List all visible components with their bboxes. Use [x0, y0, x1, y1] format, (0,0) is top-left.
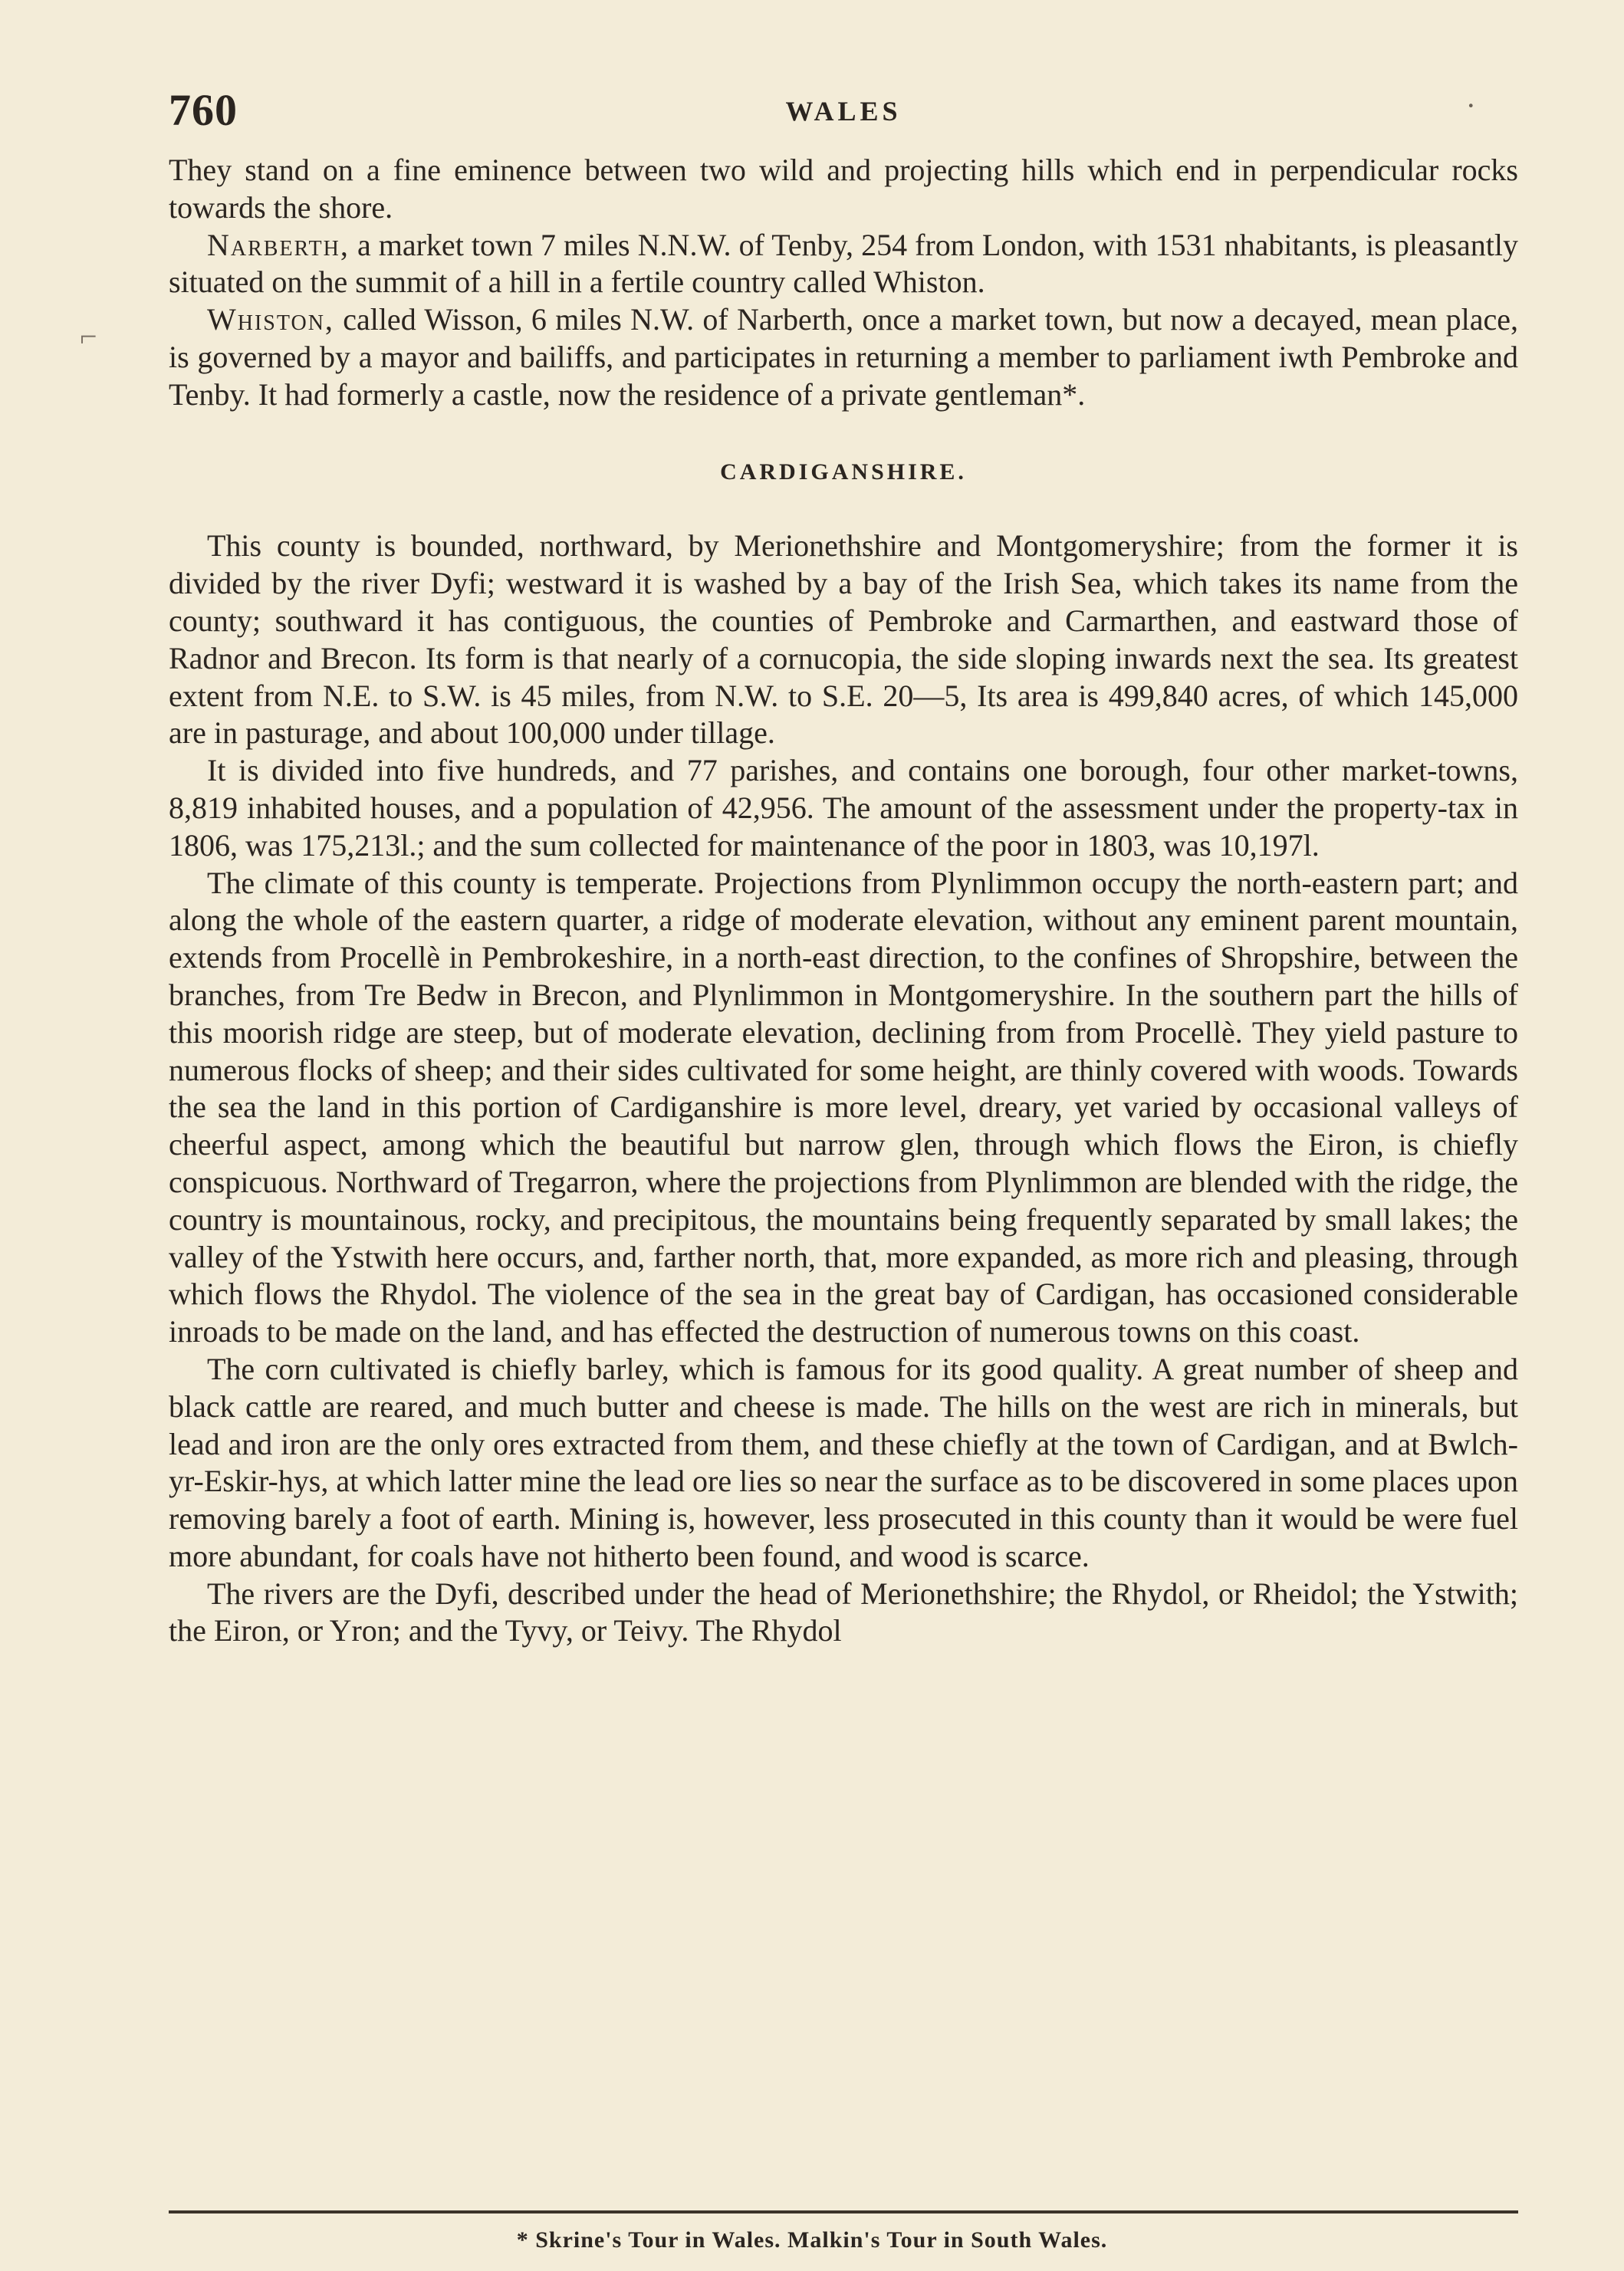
paragraph-agriculture: The corn cultivated is chiefly barley, which is famous for its good quality. A great number of sheep and black cattle are reared, and much butter and cheese is made. The hills on the west are rich in minerals, but lead and iron are the only ores extracted from them, and these chiefly at the town of Cardigan, and at Bwlch-yr-Eskir-hys, at which latter mine the lead ore lies so near the surface as to be discovered in some places upon removing barely a foot of earth. Mining is, however, less prosecuted in this county than it would be were fuel more abundant, for coals have not hitherto been found, and wood is scarce. [169, 1351, 1518, 1573]
header-mark: · [1465, 88, 1476, 123]
paragraph-rivers: The rivers are the Dyfi, described under the head of Merionethshire; the Rhydol, or Rheidol; the Ystwith; the Eiron, or Yron; and the Tyvy, or Teivy. The Rhydol [169, 1576, 1518, 1648]
footnote-rule [169, 2210, 1518, 2213]
entry-name-whiston: Whiston, [207, 302, 334, 337]
paragraph-whiston [169, 301, 1518, 413]
paragraph-1: They stand on a fine eminence between two wild and projecting hills which end in perpendicular rocks towards the shore. [169, 153, 1518, 225]
page-header [169, 84, 1518, 138]
page-number: 760 [169, 85, 238, 135]
entry-name-narberth: Narberth, [207, 227, 350, 262]
paragraph-divisions: It is divided into five hundreds, and 77 parishes, and contains one borough, four other market-towns, 8,819 inhabited houses, and a population of 42,956. The amount of the assessment under the property-tax in 1806, was 175,213l.; and the sum collected for maintenance of the poor in 1803, was 10,197l. [169, 753, 1518, 863]
footnote: * Skrine's Tour in Wales. Malkin's Tour in South Wales. [516, 2227, 1108, 2253]
section-heading: CARDIGANSHIRE. [720, 458, 967, 485]
margin-mark: ⌐ [80, 319, 97, 353]
paragraph-narberth [169, 227, 1518, 302]
entry-text-whiston: called Wisson, 6 miles N.W. of Narberth, once a market town, but now a decayed, mean place, is governed by a mayor and bailiffs, and participates in returning a member to parliament iwth Pembroke and Tenby. It had formerly a castle, now the residence of a private gentleman*. [169, 302, 1518, 412]
paragraph-boundaries: This county is bounded, northward, by Merionethshire and Montgomeryshire; from the former it is divided by the river Dyfi; westward it is washed by a bay of the Irish Sea, which takes its name from the county; southward it has contiguous, the counties of Pembroke and Carmarthen, and eastward those of Radnor and Brecon. Its form is that nearly of a cornucopia, the side sloping inwards next the sea. Its greatest extent from N.E. to S.W. is 45 miles, from N.W. to S.E. 20—5, Its area is 499,840 acres, of which 145,000 are in pasturage, and about 100,000 under tillage. [169, 528, 1518, 751]
entry-text-narberth: a market town 7 miles N.N.W. of Tenby, 254 from London, with 1531 nhabitants, is pleasantly situated on the summit of a hill in a fertile country called Whiston. [169, 227, 1518, 300]
body-text [169, 152, 1518, 1650]
running-head: WALES [785, 96, 902, 127]
paragraph-climate: The climate of this county is temperate. Projections from Plynlimmon occupy the north-eastern part; and along the whole of the eastern quarter, a ridge of moderate elevation, without any eminent parent mountain, extends from Procellè in Pembrokeshire, in a north-east direction, to the confines of Shropshire, between the branches, from Tre Bedw in Brecon, and Plynlimmon in Montgomeryshire. In the southern part the hills of this moorish ridge are steep, but of moderate elevation, declining from from Procellè. They yield pasture to numerous flocks of sheep; and their sides cultivated for some height, are thinly covered with woods. Towards the sea the land in this portion of Cardiganshire is more level, dreary, yet varied by occasional valleys of cheerful aspect, among which the beautiful but narrow glen, through which flows the Eiron, is chiefly conspicuous. Northward of Tregarron, where the projections from Plynlimmon are blended with the ridge, the country is mountainous, rocky, and precipitous, the mountains being frequently separated by small lakes; the valley of the Ystwith here occurs, and, farther north, that, more expanded, as more rich and pleasing, through which flows the Rhydol. The violence of the sea in the great bay of Cardigan, has occasioned considerable inroads to be made on the land, and has effected the destruction of numerous towns on this coast. [169, 865, 1518, 1349]
